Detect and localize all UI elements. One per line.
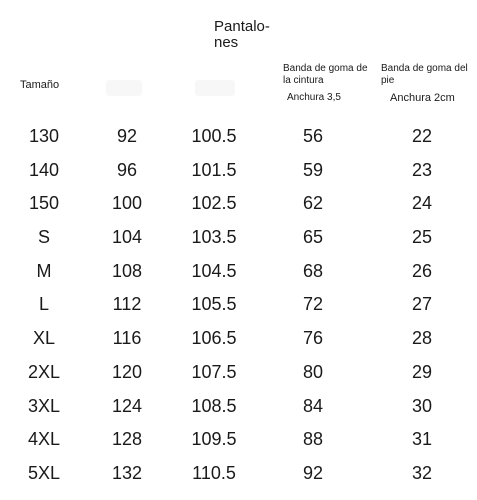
size-table <box>0 122 477 493</box>
size-cell: 3XL <box>27 395 61 416</box>
waist-band-cell: 76 <box>302 328 324 349</box>
foot-band-column-header: Banda de goma del pie <box>381 63 468 86</box>
size-column-header: Tamaño <box>20 79 60 91</box>
foot-band-cell: 29 <box>411 361 433 382</box>
size-cell: 130 <box>28 126 60 146</box>
size-cell: 150 <box>28 193 60 214</box>
size-cell: 5XL <box>27 462 61 483</box>
waist-band-cell: 84 <box>302 395 324 416</box>
table-cell: 108.5 <box>191 395 237 416</box>
waist-band-cell: 65 <box>302 227 324 248</box>
size-cell: L <box>38 294 50 315</box>
foot-band-cell: 24 <box>411 193 433 214</box>
table-row <box>0 459 477 493</box>
table-cell: 104.5 <box>191 260 237 281</box>
table-row <box>0 425 477 459</box>
waist-band-cell: 62 <box>302 193 324 214</box>
waist-band-cell: 88 <box>302 429 324 450</box>
table-row <box>0 122 477 156</box>
size-cell: 2XL <box>27 361 61 382</box>
table-cell: 106.5 <box>191 328 237 349</box>
waist-band-cell: 72 <box>302 294 324 315</box>
table-cell: 105.5 <box>191 294 237 315</box>
foot-band-cell: 30 <box>411 395 433 416</box>
page-title: Pantalo- nes <box>214 18 270 51</box>
table-cell: 100.5 <box>191 126 237 146</box>
foot-band-cell: 32 <box>411 462 433 483</box>
table-cell: 120 <box>111 361 143 382</box>
foot-band-width-label: Anchura 2cm <box>390 92 455 104</box>
foot-band-cell: 27 <box>411 294 433 315</box>
table-cell: 102.5 <box>191 193 237 214</box>
foot-band-cell: 25 <box>411 227 433 248</box>
table-cell: 109.5 <box>191 429 237 450</box>
faded-column-header <box>106 80 142 96</box>
size-cell: M <box>36 260 52 281</box>
waist-band-cell: 59 <box>302 159 324 180</box>
table-cell: 101.5 <box>191 159 237 180</box>
size-cell: S <box>37 227 51 248</box>
table-row <box>0 358 477 392</box>
table-row <box>0 223 477 257</box>
foot-band-cell: 22 <box>411 126 433 146</box>
table-cell: 128 <box>111 429 143 450</box>
table-cell: 110.5 <box>192 462 236 483</box>
table-cell: 132 <box>111 462 143 483</box>
table-cell: 107.5 <box>191 361 237 382</box>
table-row <box>0 189 477 223</box>
table-cell: 116 <box>112 328 142 349</box>
waist-band-width-label: Anchura 3,5 <box>287 92 341 103</box>
waist-band-cell: 56 <box>302 126 324 146</box>
size-cell: XL <box>32 328 56 349</box>
table-row <box>0 290 477 324</box>
table-cell: 104 <box>111 227 143 248</box>
foot-band-cell: 31 <box>411 429 433 450</box>
table-row <box>0 324 477 358</box>
table-cell: 92 <box>116 126 138 146</box>
table-row <box>0 392 477 426</box>
waist-band-cell: 80 <box>302 361 324 382</box>
table-cell: 103.5 <box>191 227 237 248</box>
table-cell: 96 <box>116 159 138 180</box>
waist-band-cell: 68 <box>302 260 324 281</box>
table-cell: 108 <box>111 260 143 281</box>
size-cell: 4XL <box>27 429 61 450</box>
waist-band-cell: 92 <box>302 462 324 483</box>
waist-band-column-header: Banda de goma de la cintura <box>283 63 368 86</box>
faded-column-header <box>195 80 235 96</box>
table-row <box>0 156 477 190</box>
size-cell: 140 <box>28 159 60 180</box>
foot-band-cell: 26 <box>411 260 433 281</box>
foot-band-cell: 23 <box>411 159 433 180</box>
table-cell: 124 <box>111 395 143 416</box>
foot-band-cell: 28 <box>411 328 433 349</box>
table-cell: 112 <box>112 294 142 315</box>
table-row <box>0 257 477 291</box>
table-cell: 100 <box>111 193 143 214</box>
